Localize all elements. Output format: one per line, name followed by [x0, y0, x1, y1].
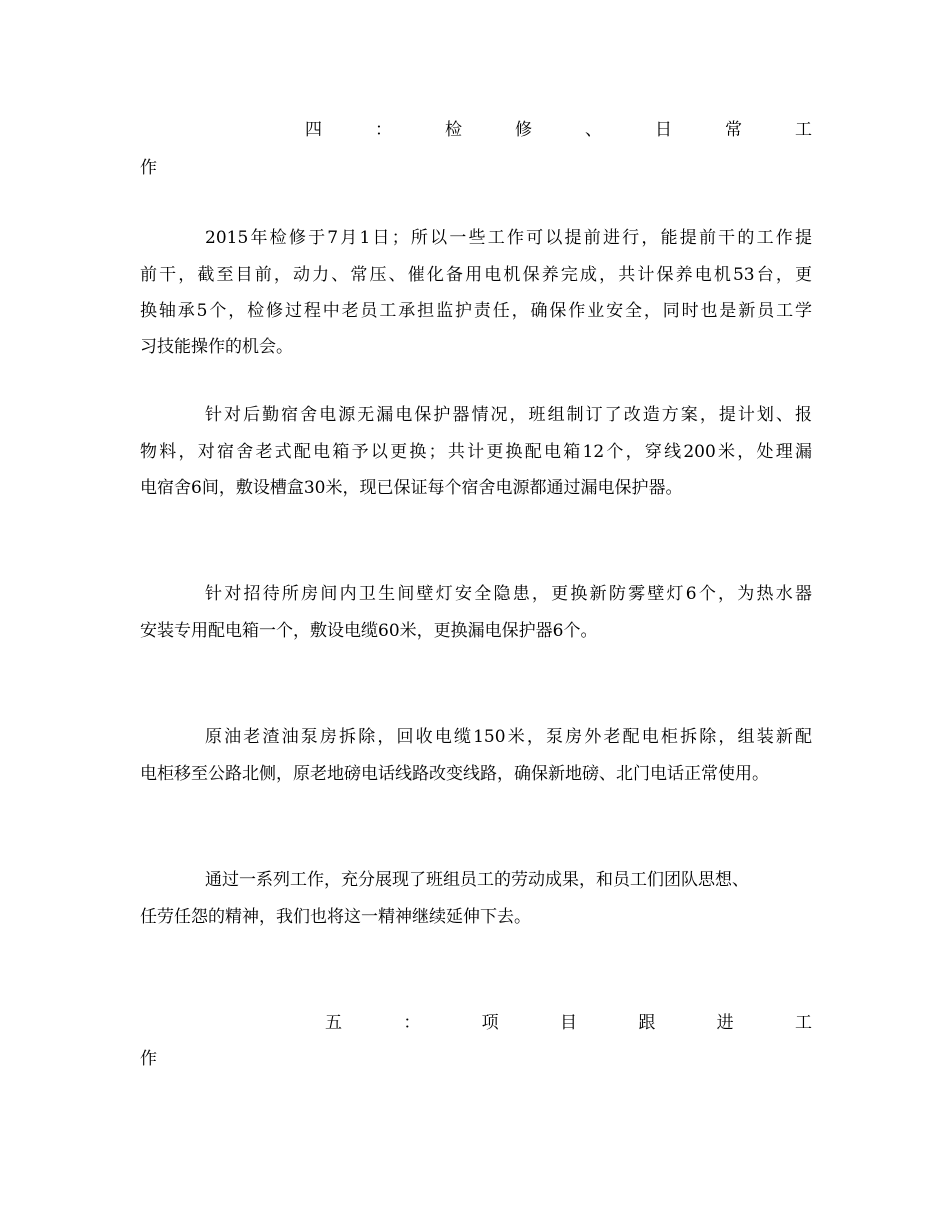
heading-char: ： [375, 120, 392, 140]
paragraph-3-line-2: 安装专用配电箱一个，敷设电缆60米，更换漏电保护器6个。 [140, 621, 598, 641]
section-heading-5 [325, 1013, 812, 1033]
section-heading-4-tail: 作 [140, 158, 157, 178]
heading-char: 检 [445, 120, 462, 140]
paragraph-2-line-2: 物料，对宿舍老式配电箱予以更换；共计更换配电箱12个，穿线200米，处理漏 [140, 442, 812, 462]
paragraph-1-line-4: 习技能操作的机会。 [140, 337, 293, 357]
heading-char: 五 [325, 1013, 342, 1033]
heading-char: 工 [794, 1013, 812, 1033]
heading-char: ： [403, 1013, 421, 1033]
paragraph-1-line-2: 前干，截至目前，动力、常压、催化备用电机保养完成，共计保养电机53台，更 [140, 265, 812, 285]
paragraph-1-line-3: 换轴承5个，检修过程中老员工承担监护责任，确保作业安全，同时也是新员工学 [140, 301, 812, 321]
paragraph-1-line-1: 2015年检修于7月1日；所以一些工作可以提前进行，能提前干的工作提 [205, 228, 812, 248]
paragraph-2-line-1: 针对后勤宿舍电源无漏电保护器情况，班组制订了改造方案，提计划、报 [205, 405, 812, 425]
paragraph-4-line-1: 原油老渣油泵房拆除，回收电缆150米，泵房外老配电柜拆除，组装新配 [205, 727, 812, 747]
heading-char: 四 [305, 120, 322, 140]
section-heading-5-tail: 作 [140, 1049, 157, 1069]
paragraph-4-line-2: 电柜移至公路北侧，原老地磅电话线路改变线路，确保新地磅、北门电话正常使用。 [140, 764, 769, 784]
paragraph-2-line-3: 电宿舍6间，敷设槽盒30米，现已保证每个宿舍电源都通过漏电保护器。 [140, 478, 683, 498]
heading-char: 修 [515, 120, 532, 140]
heading-char: 项 [481, 1013, 499, 1033]
paragraph-5-line-2: 任劳任怨的精神，我们也将这一精神继续延伸下去。 [140, 907, 531, 927]
paragraph-5-line-1: 通过一系列工作，充分展现了班组员工的劳动成果，和员工们团队思想、 [205, 870, 749, 890]
paragraph-3-line-1: 针对招待所房间内卫生间壁灯安全隐患，更换新防雾壁灯6个，为热水器 [205, 584, 812, 604]
section-heading-4 [305, 120, 812, 140]
heading-char: 目 [559, 1013, 577, 1033]
heading-char: 日 [655, 120, 672, 140]
heading-char: 工 [795, 120, 812, 140]
heading-char: 跟 [638, 1013, 656, 1033]
heading-char: 、 [585, 120, 602, 140]
heading-char: 常 [725, 120, 742, 140]
heading-char: 进 [716, 1013, 734, 1033]
